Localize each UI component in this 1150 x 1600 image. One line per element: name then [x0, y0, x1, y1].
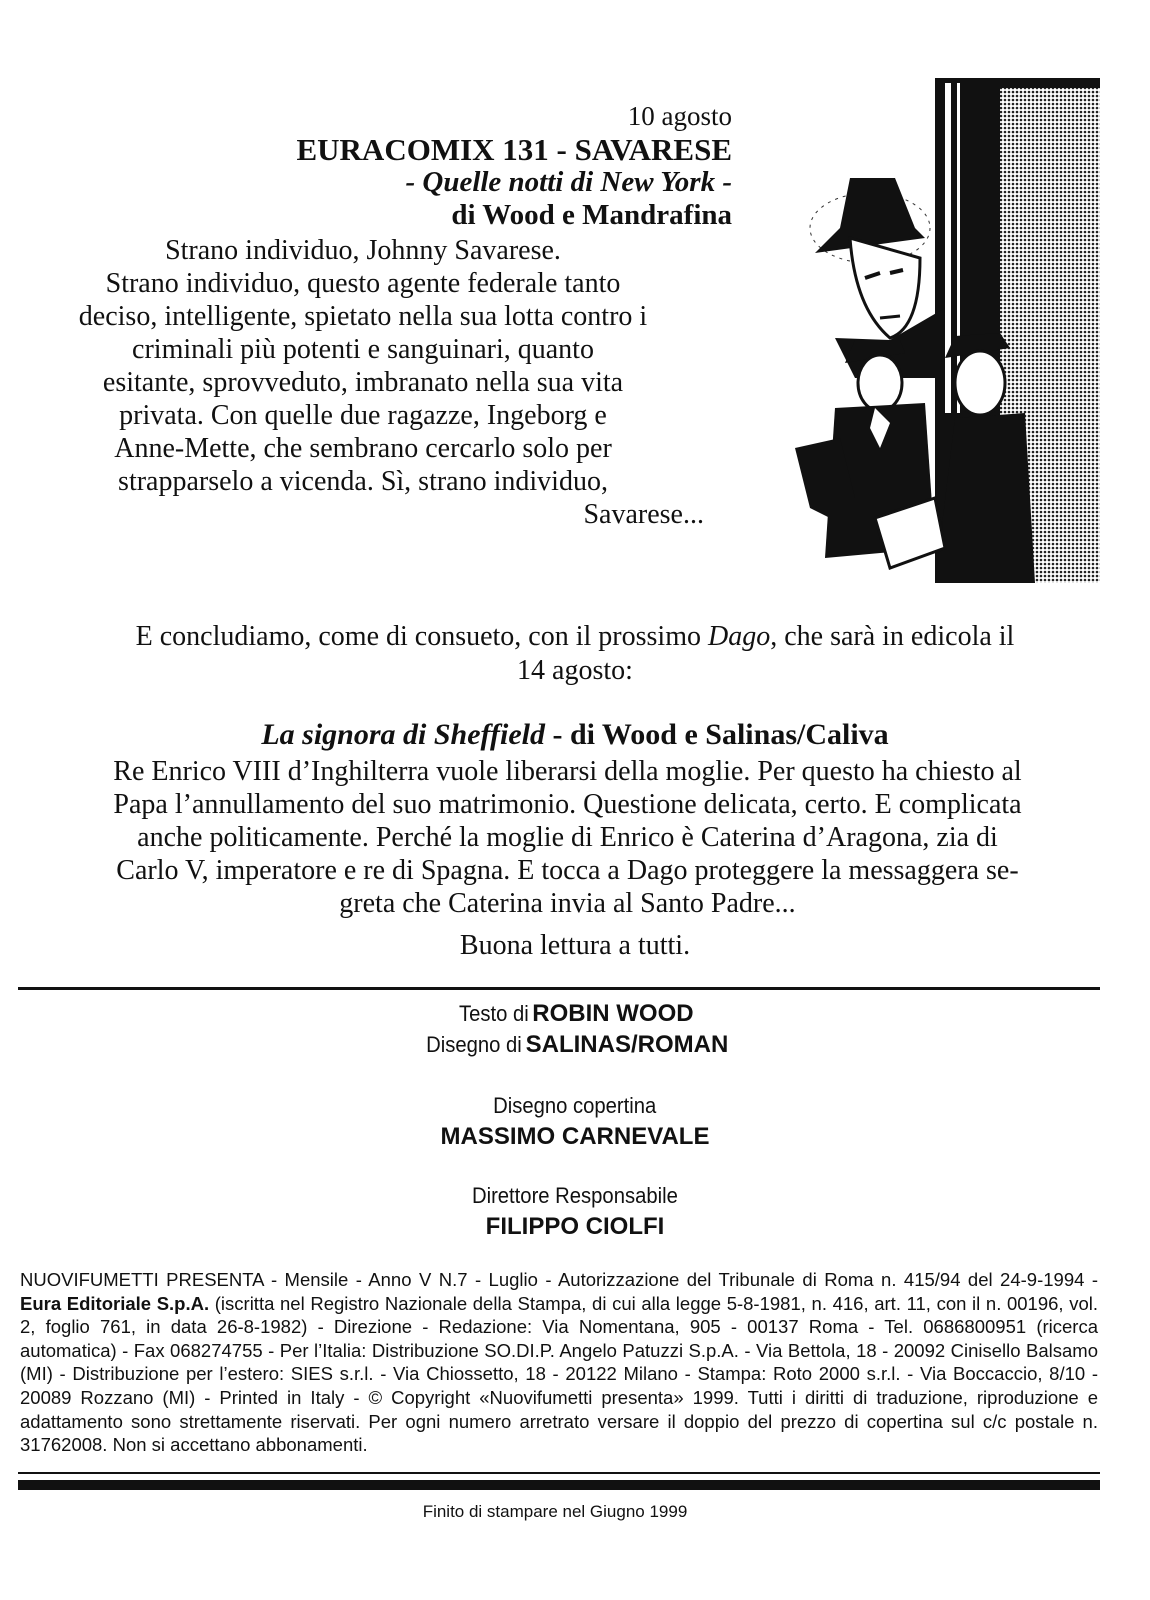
story-authors: di Wood e Mandrafina [451, 199, 732, 231]
credit-label: Testo di [459, 1001, 530, 1026]
imprint-text: NUOVIFUMETTI PRESENTA - Mensile - Anno V N.7 - Luglio - Autorizzazione del Tribunale di Roma n. 415/94 del 24-9-1994 - [20, 1269, 1098, 1290]
divider [18, 987, 1100, 990]
credit-label: Disegno copertina [493, 1093, 657, 1118]
next-story-title [20, 718, 1130, 752]
imprint-text: (iscritta nel Registro Nazionale della Stampa, di cui alla legge 5-8-1981, n. 416, art. 11, con il n. 00196, vol. 2, foglio 761, in data 26-8-1982) - Direzione - Redazione: Via Nomentana, 905 - 00137 Roma - Tel. 0686800951 (ricerca automatica) - Fax 068274755 - Per l’Italia: Distribuzione SO.DI.P. Angelo Patuzzi S.p.A. - Via Bettola, 18 - 20092 Cinisello Balsamo (MI) - Distribuzione per l’estero: SIES s.r.l. - Via Chiossetto, 18 - 20122 Milano - Stampa: Roto 2000 s.r.l. - Via Boccaccio, 8/10 - 20089 Rozzano (MI) - Printed in Italy - © Copyright «Nuovifumetti presenta» 1999. Tutti i diritti di traduzione, riproduzione e adattamento sono strettamente riservati. Per ogni numero arretrato versare il doppio del prezzo di copertina sul c/c postale n. 31762008. Non si accettano abbonamenti. [20, 1292, 1098, 1456]
divider [18, 1472, 1100, 1474]
credits-authors [0, 998, 1150, 1060]
body-line: anche politicamente. Perché la moglie di Enrico è Caterina d’Aragona, zia di [137, 822, 998, 853]
closing-after: , che sarà in edicola il [770, 621, 1015, 652]
credit-name: SALINAS/ROMAN [525, 1031, 729, 1058]
closing-before: E concludiamo, come di consueto, con il prossimo [135, 621, 708, 652]
credits-cover [0, 1090, 1150, 1152]
story-subtitle: - Quelle notti di New York - [405, 166, 732, 198]
body-line: greta che Caterina invia al Santo Padre... [339, 888, 796, 919]
dago-story-authors: - di Wood e Salinas/Caliva [544, 718, 889, 751]
greeting: Buona lettura a tutti. [459, 930, 691, 961]
description-line: strapparselo a vicenda. Sì, strano individuo, [118, 466, 608, 497]
description-line: Strano individuo, questo agente federale tanto [105, 268, 621, 299]
euracomix-announcement [20, 100, 732, 531]
legal-imprint [20, 1268, 1098, 1457]
closing-line [30, 620, 1120, 654]
description-end: Savarese... [583, 499, 704, 530]
description-line: Strano individuo, Johnny Savarese. [165, 235, 561, 266]
description-line: deciso, intelligente, spietato nella sua lotta contro i [78, 301, 648, 332]
credit-label: Direttore Responsabile [472, 1183, 678, 1208]
credit-drawing [0, 1029, 1150, 1060]
description-line: Anne-Mette, che sembrano cercarlo solo per [114, 433, 612, 464]
credits-director [0, 1180, 1150, 1242]
credit-name: FILIPPO CIOLFI [485, 1213, 665, 1240]
credit-name: MASSIMO CARNEVALE [440, 1123, 710, 1150]
description-line: privata. Con quelle due ragazze, Ingeborg e [119, 400, 607, 431]
publisher-name: Eura Editoriale S.p.A. [20, 1292, 210, 1314]
release-date: 10 agosto [627, 101, 732, 131]
body-line: Re Enrico VIII d’Inghilterra vuole liberarsi della moglie. Per questo ha chiesto al [113, 756, 1022, 787]
credit-text [0, 998, 1150, 1029]
issue-heading: EURACOMIX 131 - SAVARESE [296, 132, 732, 167]
comic-illustration [795, 78, 1100, 583]
description-line: esitante, sprovveduto, imbranato nella sua vita [102, 367, 624, 398]
closing-paragraph [30, 620, 1120, 688]
body-line: Carlo V, imperatore e re di Spagna. E tocca a Dago proteggere la messaggera se- [116, 855, 1019, 886]
story-description [20, 234, 706, 498]
print-date: Finito di stampare nel Giugno 1999 [422, 1502, 688, 1521]
body-line: Papa l’annullamento del suo matrimonio. Questione delicata, certo. E complicata [113, 789, 1022, 820]
dago-title: Dago [707, 621, 771, 652]
dago-story-title: La signora di Sheffield [261, 718, 545, 751]
credit-label: Disegno di [425, 1032, 522, 1057]
description-line: criminali più potenti e sanguinari, quanto [132, 334, 594, 365]
credit-name: ROBIN WOOD [532, 1000, 694, 1027]
dago-date: 14 agosto: [517, 655, 633, 686]
next-story-body [20, 755, 1115, 920]
divider [18, 1480, 1100, 1490]
